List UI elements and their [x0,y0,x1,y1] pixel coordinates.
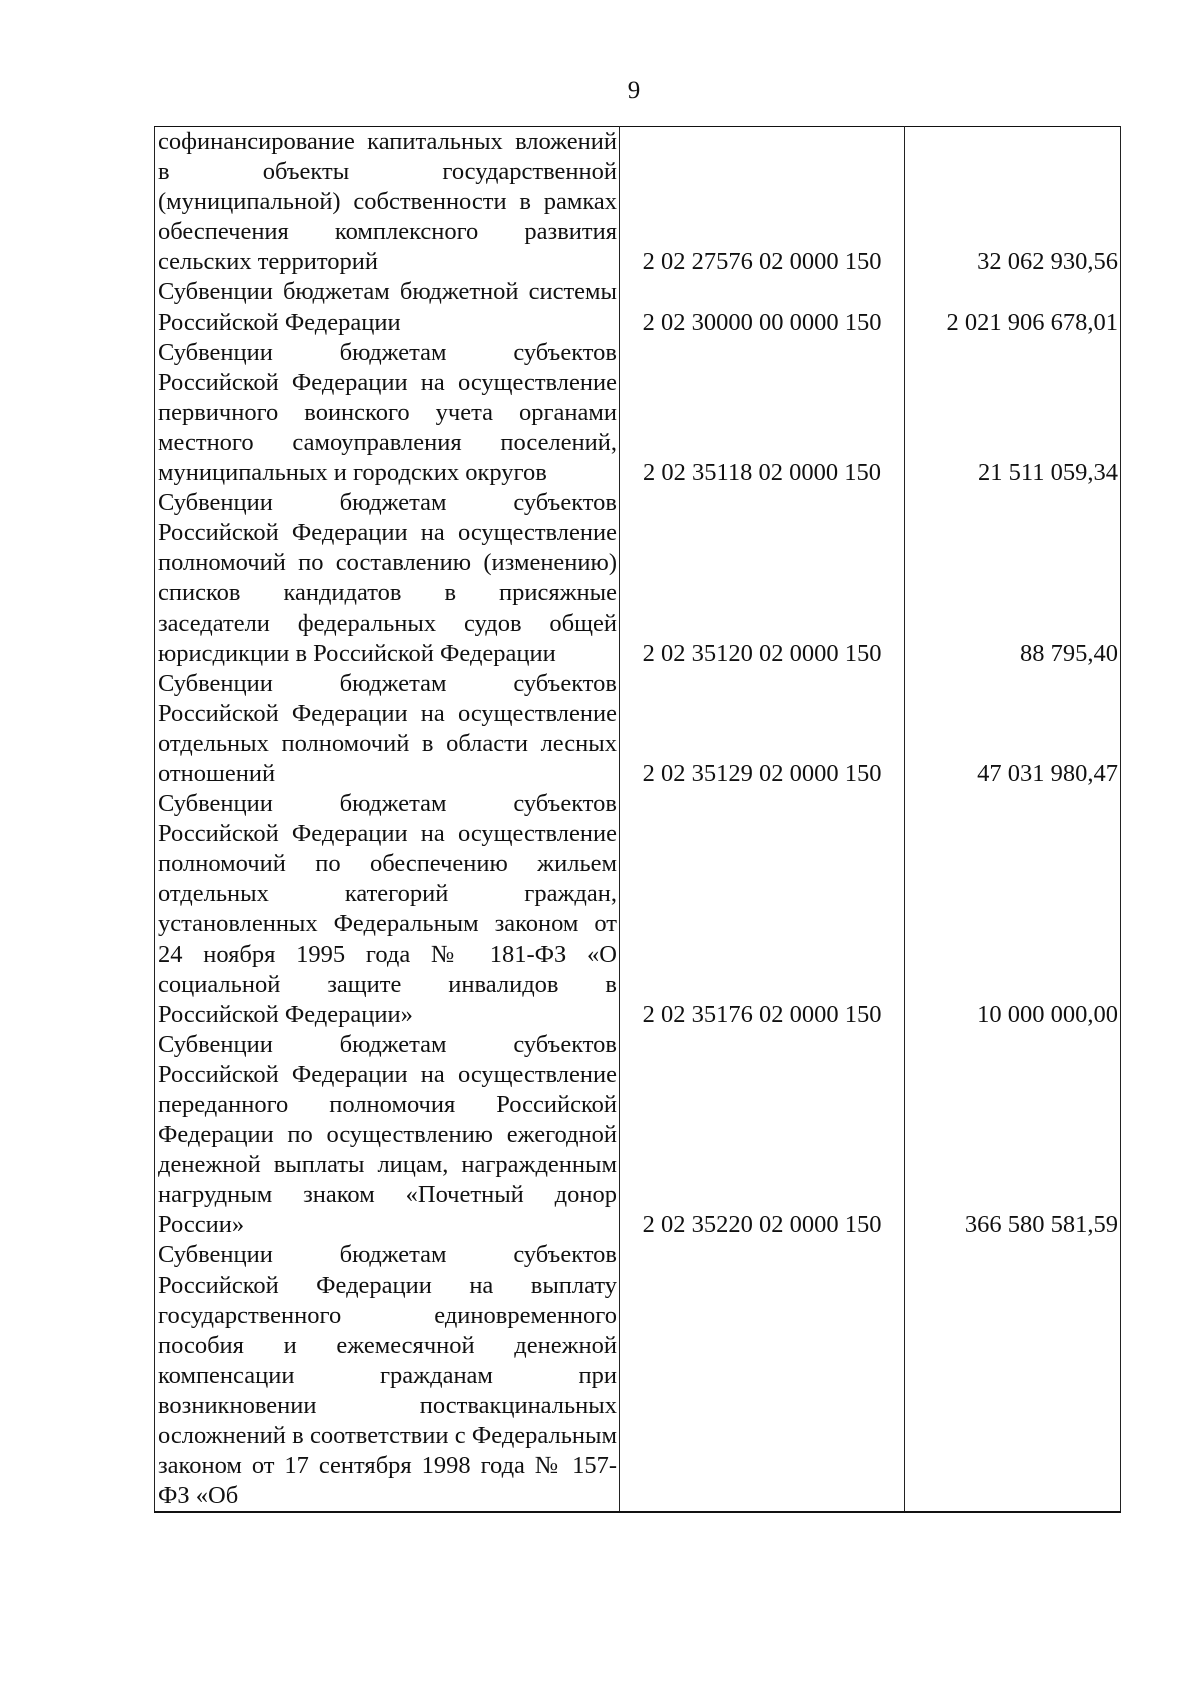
revenue-name-cell: Субвенции бюджетам бюджетной системы Российской Федерации [155,277,620,337]
budget-code-cell: 2 02 30000 00 0000 150 [620,277,905,337]
amount-cell [905,1240,1121,1512]
revenue-name-cell: Субвенции бюджетам субъектов Российской Федерации на выплату государственного единовременного пособия и ежемесячной денежной компенсации гражданам при возникновении поствакцинальных осложнений в соответствии с Федеральным законом от 17 сентября 1998 года № 157-ФЗ «Об [155,1240,620,1512]
page-number: 9 [627,77,641,104]
budget-code-cell: 2 02 35129 02 0000 150 [620,669,905,789]
amount-cell: 21 511 059,34 [905,338,1121,488]
budget-code-cell: 2 02 35220 02 0000 150 [620,1030,905,1241]
revenue-name-cell: Субвенции бюджетам субъектов Российской Федерации на осуществление полномочий по составлению (изменению) списков кандидатов в присяжные заседатели федеральных судов общей юрисдикции в Российской Федерации [155,488,620,669]
revenue-name-cell: Субвенции бюджетам субъектов Российской Федерации на осуществление первичного воинского учета органами местного самоуправления поселений, муниципальных и городских округов [155,338,620,488]
revenue-name-cell: Субвенции бюджетам субъектов Российской Федерации на осуществление переданного полномочия Российской Федерации по осуществлению ежегодной денежной выплаты лицам, награжденным нагрудным знаком «Почетный донор России» [155,1030,620,1241]
table-row [155,127,1121,278]
budget-code-cell: 2 02 35120 02 0000 150 [620,488,905,669]
revenue-name-cell: Субвенции бюджетам субъектов Российской Федерации на осуществление полномочий по обеспечению жильем отдельных категорий граждан, установленных Федеральным законом от 24 ноября 1995 года № 181-ФЗ «О социальной защите инвалидов в Российской Федерации» [155,789,620,1030]
table-row [155,338,1121,488]
budget-revenue-table [154,126,1121,1513]
amount-cell: 32 062 930,56 [905,127,1121,278]
budget-code-cell: 2 02 27576 02 0000 150 [620,127,905,278]
budget-code-cell: 2 02 35118 02 0000 150 [620,338,905,488]
table-row [155,1240,1121,1512]
amount-cell: 2 021 906 678,01 [905,277,1121,337]
table-row [155,789,1121,1030]
revenue-name-cell: Субвенции бюджетам субъектов Российской Федерации на осуществление отдельных полномочий в области лесных отношений [155,669,620,789]
table-row [155,277,1121,337]
amount-cell: 47 031 980,47 [905,669,1121,789]
budget-code-cell [620,1240,905,1512]
table-row [155,669,1121,789]
table-row [155,488,1121,669]
amount-cell: 88 795,40 [905,488,1121,669]
amount-cell: 366 580 581,59 [905,1030,1121,1241]
table-row [155,1030,1121,1241]
revenue-name-cell: софинансирование капитальных вложений в объекты государственной (муниципальной) собственности в рамках обеспечения комплексного развития сельских территорий [155,127,620,278]
budget-code-cell: 2 02 35176 02 0000 150 [620,789,905,1030]
amount-cell: 10 000 000,00 [905,789,1121,1030]
